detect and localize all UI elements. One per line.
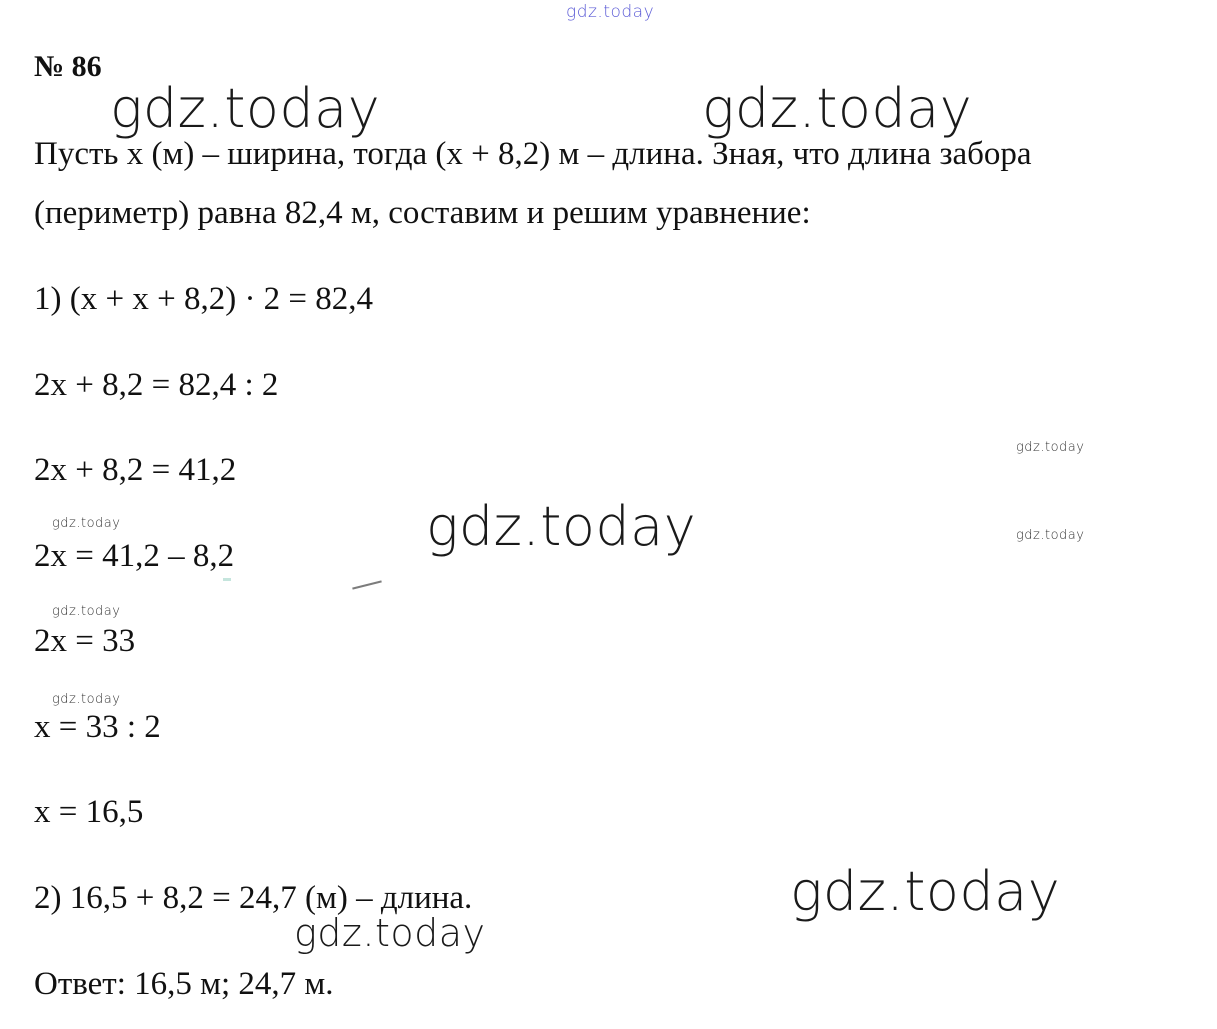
equation-step-1: 1) (x + x + 8,2) · 2 = 82,4 <box>34 281 374 317</box>
watermark-small: gdz.today <box>52 516 121 531</box>
watermark-top: gdz.today <box>566 2 655 22</box>
calculation-length: 2) 16,5 + 8,2 = 24,7 (м) – длина. <box>34 880 473 916</box>
text-line-condition-1: Пусть x (м) – ширина, тогда (x + 8,2) м – длина. Зная, что длина забора <box>34 136 1032 172</box>
text-line-condition-2: (периметр) равна 82,4 м, составим и решим уравнение: <box>34 195 811 231</box>
watermark-small: gdz.today <box>52 692 121 707</box>
watermark-small: gdz.today <box>52 604 121 619</box>
watermark-large: gdz.today <box>110 77 381 140</box>
watermark-small: gdz.today <box>1016 528 1085 543</box>
equation-step-3: 2x + 8,2 = 41,2 <box>34 452 237 488</box>
watermark-large: gdz.today <box>702 77 973 140</box>
watermark-large: gdz.today <box>426 495 697 558</box>
watermark-small: gdz.today <box>1016 440 1085 455</box>
equation-step-7: x = 16,5 <box>34 794 144 830</box>
stray-pen-mark <box>352 580 382 589</box>
answer-line: Ответ: 16,5 м; 24,7 м. <box>34 966 334 1002</box>
equation-step-4: 2x = 41,2 – 8,2 <box>34 538 235 574</box>
watermark-large: gdz.today <box>790 860 1061 923</box>
problem-number: № 86 <box>34 50 102 83</box>
equation-step-2: 2x + 8,2 = 82,4 : 2 <box>34 367 279 403</box>
stray-color-mark <box>223 578 231 581</box>
equation-step-5: 2x = 33 <box>34 623 136 659</box>
watermark-medium: gdz.today <box>294 911 486 955</box>
equation-step-6: x = 33 : 2 <box>34 709 161 745</box>
